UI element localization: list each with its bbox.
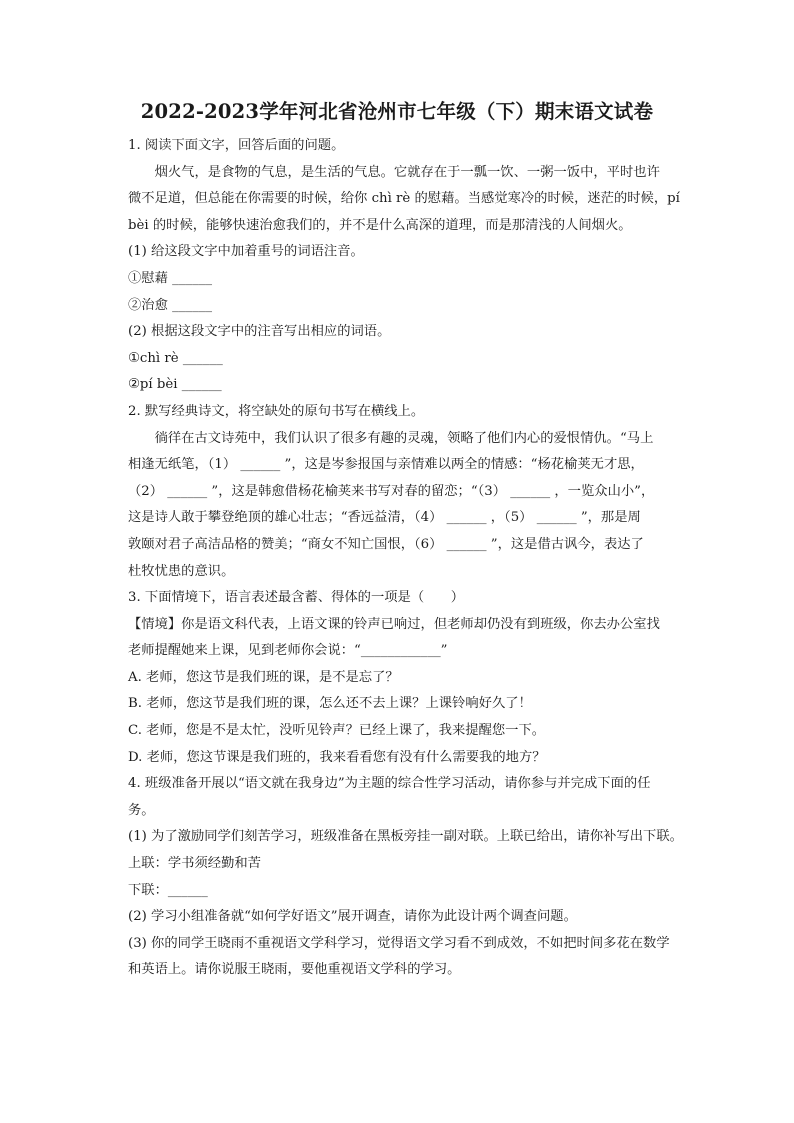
- question-4-heading: 4. 班级准备开展以“语文就在我身边”为主题的综合性学习活动，请你参与并完成下面的任: [128, 776, 651, 792]
- q4-sub2: (2) 学习小组准备就“如何学好语文”展开调查，请你为此设计两个调查问题。: [128, 909, 577, 925]
- exam-content: [128, 133, 694, 984]
- q1-passage-line: 烟火气，是食物的气息，是生活的气息。它就存在于一瓢一饮、一粥一饭中，平时也许: [154, 164, 660, 180]
- q3-option-b: B. 老师，您这节是我们班的课，怎么还不去上课？上课铃响好久了！: [128, 696, 532, 712]
- q2-passage-line: 这是诗人敢于攀登绝顶的雄心壮志；“香远益清，（4） ______ ，（5） ______ ”，那是周: [128, 510, 641, 526]
- q3-option-d: D. 老师，您这节课是我们班的，我来看看您有没有什么需要我的地方？: [128, 749, 546, 765]
- q1-sub1-item: ①慰藉 ______: [128, 270, 213, 286]
- q1-passage-line: bèi 的时候，能够快速治愈我们的，并不是什么高深的道理，而是那清浅的人间烟火。: [128, 217, 632, 233]
- q2-passage-line: 杜牧忧患的意识。: [128, 563, 235, 579]
- q4-sub3: (3) 你的同学王晓雨不重视语文学科学习，觉得语文学习看不到成效，不如把时间多花在数学: [128, 935, 670, 951]
- q3-context-line: 老师提醒她来上课，见到老师你会说：“____________”: [128, 643, 448, 659]
- question-1-heading: 1. 阅读下面文字，回答后面的问题。: [128, 138, 345, 153]
- q3-context-line: 【情境】你是语文科代表，上语文课的铃声已响过，但老师却仍没有到班级，你去办公室找: [128, 616, 660, 632]
- question-3-heading: 3. 下面情境下，语言表述最含蓄、得体的一项是（ ）: [128, 590, 465, 606]
- q2-passage-line: （2） ______ ”，这是韩愈借杨花榆荚来书写对春的留恋；“（3） ______ ，一览众山小”，: [128, 483, 655, 499]
- question-4-heading-cont: 务。: [128, 802, 155, 818]
- question-2-heading: 2. 默写经典诗文，将空缺处的原句书写在横线上。: [128, 403, 425, 419]
- q4-lower-couplet: 下联：______: [128, 882, 208, 898]
- q3-option-a: A. 老师，您这节是我们班的课，是不是忘了？: [128, 669, 399, 685]
- q1-sub2: (2) 根据这段文字中的注音写出相应的词语。: [128, 324, 391, 340]
- q4-sub1: (1) 为了激励同学们刻苦学习，班级准备在黑板旁挂一副对联。上联已给出，请你补写出下联。: [128, 829, 683, 845]
- q1-sub2-item: ②pí bèi ______: [128, 377, 222, 393]
- page-title: 2022-2023学年河北省沧州市七年级（下）期末语文试卷: [140, 100, 654, 123]
- q1-sub1: (1) 给这段文字中加着重号的词语注音。: [128, 244, 364, 260]
- q2-passage-line: 敦颐对君子高洁品格的赞美；“商女不知亡国恨，（6） ______ ”，这是借古讽今，表达了: [128, 536, 644, 552]
- q3-option-c: C. 老师，您是不是太忙，没听见铃声？已经上课了，我来提醒您一下。: [128, 723, 546, 739]
- q2-passage-line: 徜徉在古文诗苑中，我们认识了很多有趣的灵魂，领略了他们内心的爱恨情仇。“马上: [154, 430, 654, 446]
- q2-passage-line: 相逢无纸笔，（1） ______ ”，这是岑参报国与亲情难以两全的情感：“杨花榆荚无才思，: [128, 457, 644, 473]
- q1-sub2-item: ①chì rè ______: [128, 350, 223, 366]
- q1-sub1-item: ②治愈 ______: [128, 297, 213, 313]
- q1-passage-line: 微不足道，但总能在你需要的时候，给你 chì rè 的慰藉。当感觉寒冷的时候，迷茫的时候，pí: [128, 191, 680, 207]
- q4-sub3-cont: 和英语上。请你说服王晓雨，要他重视语文学科的学习。: [128, 962, 461, 978]
- q4-upper-couplet: 上联：学书须经勤和苦: [128, 856, 261, 872]
